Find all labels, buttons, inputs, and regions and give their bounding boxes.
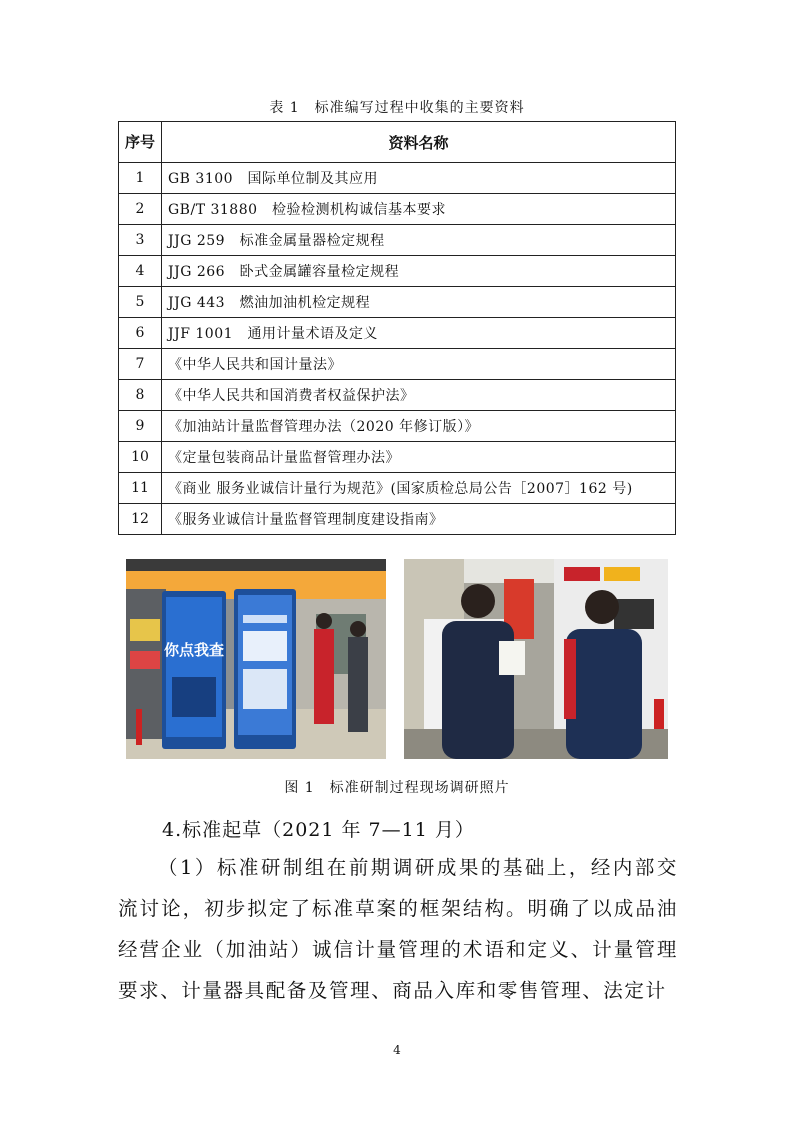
site-photo-inspection	[404, 559, 668, 759]
header-serial-number: 序号	[119, 122, 162, 163]
row-serial-number: 12	[119, 504, 162, 535]
figure-caption: 图 1 标准研制过程现场调研照片	[284, 780, 510, 796]
row-serial-number: 3	[119, 225, 162, 256]
table-row	[119, 194, 676, 225]
banner-scene	[126, 559, 386, 759]
row-material-name: 《加油站计量监督管理办法（2020 年修订版）》	[162, 411, 676, 442]
table-row	[119, 318, 676, 349]
table-row	[119, 256, 676, 287]
table-row	[119, 225, 676, 256]
row-material-name: 《中华人民共和国消费者权益保护法》	[162, 380, 676, 411]
table-row	[119, 411, 676, 442]
reference-materials-table	[118, 121, 676, 535]
table-row	[119, 163, 676, 194]
row-serial-number: 6	[119, 318, 162, 349]
table-row	[119, 349, 676, 380]
table-caption: 表 1 标准编写过程中收集的主要资料	[269, 100, 525, 116]
row-serial-number: 5	[119, 287, 162, 318]
table-row	[119, 287, 676, 318]
row-material-name: 《定量包装商品计量监督管理办法》	[162, 442, 676, 473]
row-material-name: 《中华人民共和国计量法》	[162, 349, 676, 380]
row-material-name: 《商业 服务业诚信计量行为规范》(国家质检总局公告［2007］162 号)	[162, 473, 676, 504]
table-row	[119, 380, 676, 411]
row-material-name: JJG 443 燃油加油机检定规程	[162, 287, 676, 318]
row-serial-number: 7	[119, 349, 162, 380]
row-material-name: JJF 1001 通用计量术语及定义	[162, 318, 676, 349]
row-serial-number: 11	[119, 473, 162, 504]
site-photo-banners	[126, 559, 386, 759]
table-row	[119, 504, 676, 535]
row-serial-number: 4	[119, 256, 162, 287]
row-material-name: GB 3100 国际单位制及其应用	[162, 163, 676, 194]
row-serial-number: 9	[119, 411, 162, 442]
body-paragraph: （1）标准研制组在前期调研成果的基础上，经内部交流讨论，初步拟定了标准草案的框架结构。明确了以成品油经营企业（加油站）诚信计量管理的术语和定义、计量管理要求、计量器具配备及管理、商品入库和零售管理、法定计	[118, 856, 678, 1002]
banner-title-text: 你点我查	[163, 641, 225, 659]
row-serial-number: 10	[119, 442, 162, 473]
row-serial-number: 1	[119, 163, 162, 194]
table-header-row	[119, 122, 676, 163]
row-material-name: 《服务业诚信计量监督管理制度建设指南》	[162, 504, 676, 535]
row-serial-number: 2	[119, 194, 162, 225]
row-material-name: JJG 259 标准金属量器检定规程	[162, 225, 676, 256]
row-material-name: GB/T 31880 检验检测机构诚信基本要求	[162, 194, 676, 225]
row-serial-number: 8	[119, 380, 162, 411]
inspection-scene	[404, 559, 668, 759]
section-heading: 4.标准起草（2021 年 7—11 月）	[162, 819, 475, 841]
row-material-name: JJG 266 卧式金属罐容量检定规程	[162, 256, 676, 287]
table-row	[119, 473, 676, 504]
table-row	[119, 442, 676, 473]
header-material-name: 资料名称	[162, 122, 676, 163]
page-number: 4	[393, 1043, 401, 1057]
